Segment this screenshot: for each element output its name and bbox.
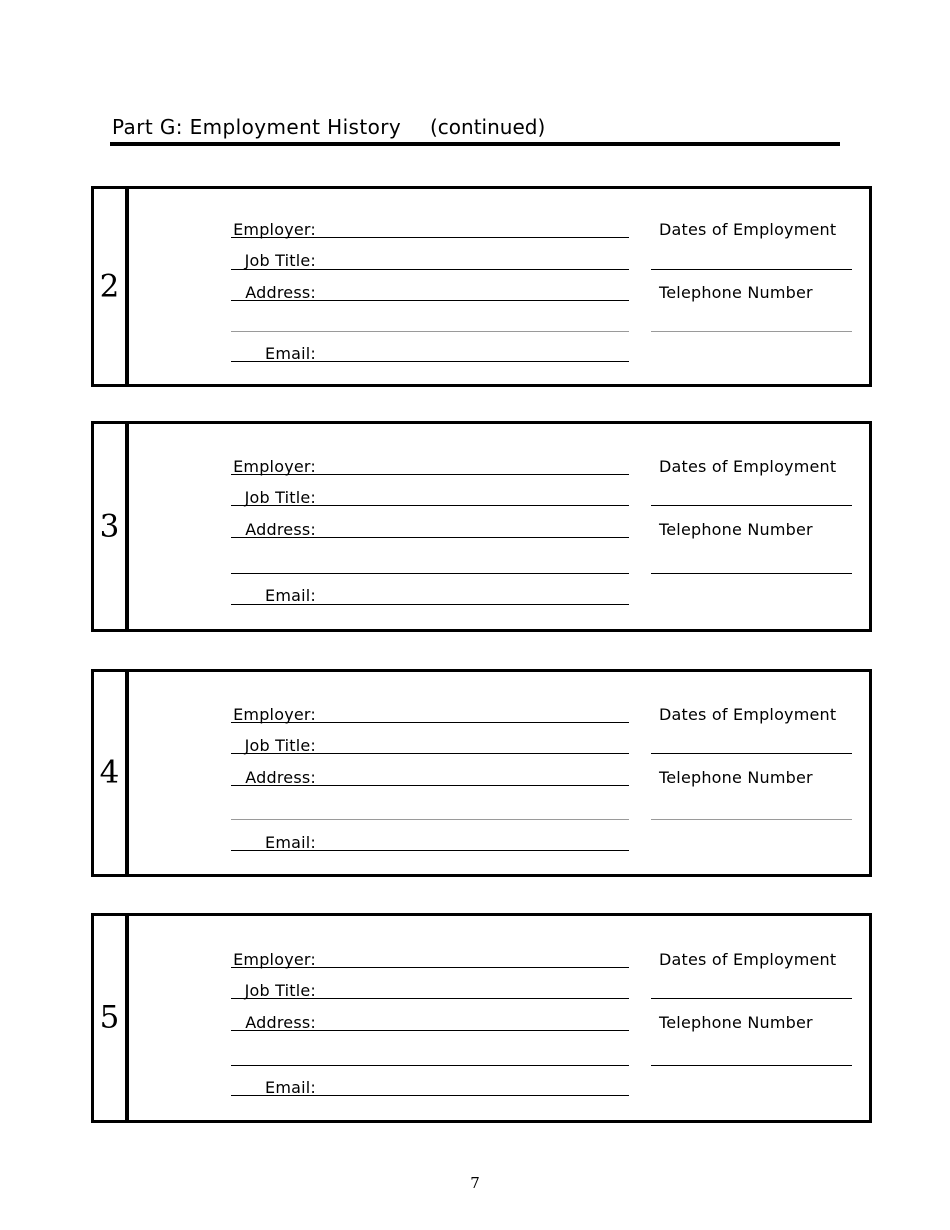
telephone-label: Telephone Number bbox=[659, 283, 813, 302]
address-label: Address: bbox=[245, 768, 316, 787]
employer-field[interactable] bbox=[231, 967, 629, 968]
employer-label: Employer: bbox=[233, 220, 316, 239]
email-field[interactable] bbox=[231, 1095, 629, 1096]
dates-label: Dates of Employment bbox=[659, 457, 837, 476]
entry-number: 4 bbox=[99, 754, 120, 791]
address-label: Address: bbox=[245, 520, 316, 539]
email-field[interactable] bbox=[231, 361, 629, 362]
page-number: 7 bbox=[470, 1174, 480, 1192]
entry-number: 2 bbox=[99, 267, 120, 304]
continued-label: (continued) bbox=[430, 115, 546, 139]
entry-number: 5 bbox=[99, 999, 120, 1036]
job-title-field[interactable] bbox=[231, 505, 629, 506]
telephone-field[interactable] bbox=[651, 331, 852, 332]
dates-label: Dates of Employment bbox=[659, 705, 837, 724]
employer-field[interactable] bbox=[231, 474, 629, 475]
dates-label: Dates of Employment bbox=[659, 220, 837, 239]
address-field[interactable] bbox=[231, 537, 629, 538]
entry-number: 3 bbox=[99, 507, 120, 544]
job-title-label: Job Title: bbox=[244, 488, 316, 507]
entry-number-column bbox=[94, 189, 129, 384]
employer-label: Employer: bbox=[233, 705, 316, 724]
email-field[interactable] bbox=[231, 850, 629, 851]
employer-field[interactable] bbox=[231, 722, 629, 723]
address-field-line-2[interactable] bbox=[231, 573, 629, 574]
section-heading bbox=[110, 112, 840, 146]
job-title-field[interactable] bbox=[231, 998, 629, 999]
dates-field[interactable] bbox=[651, 998, 852, 999]
email-label: Email: bbox=[265, 344, 316, 363]
address-label: Address: bbox=[245, 283, 316, 302]
dates-field[interactable] bbox=[651, 269, 852, 270]
dates-field[interactable] bbox=[651, 753, 852, 754]
address-field-line-2[interactable] bbox=[231, 331, 629, 332]
address-field-line-2[interactable] bbox=[231, 1065, 629, 1066]
entry-number-column bbox=[94, 672, 129, 874]
email-label: Email: bbox=[265, 586, 316, 605]
employer-label: Employer: bbox=[233, 457, 316, 476]
email-label: Email: bbox=[265, 1078, 316, 1097]
employment-entry bbox=[91, 421, 872, 632]
dates-field[interactable] bbox=[651, 505, 852, 506]
employer-field[interactable] bbox=[231, 237, 629, 238]
job-title-label: Job Title: bbox=[244, 981, 316, 1000]
email-label: Email: bbox=[265, 833, 316, 852]
entry-number-column bbox=[94, 424, 129, 629]
address-field[interactable] bbox=[231, 1030, 629, 1031]
email-field[interactable] bbox=[231, 604, 629, 605]
telephone-field[interactable] bbox=[651, 573, 852, 574]
telephone-field[interactable] bbox=[651, 819, 852, 820]
address-label: Address: bbox=[245, 1013, 316, 1032]
telephone-label: Telephone Number bbox=[659, 520, 813, 539]
address-field[interactable] bbox=[231, 785, 629, 786]
job-title-label: Job Title: bbox=[244, 251, 316, 270]
job-title-field[interactable] bbox=[231, 269, 629, 270]
employment-entry bbox=[91, 186, 872, 387]
dates-label: Dates of Employment bbox=[659, 950, 837, 969]
address-field[interactable] bbox=[231, 300, 629, 301]
employer-label: Employer: bbox=[233, 950, 316, 969]
telephone-label: Telephone Number bbox=[659, 768, 813, 787]
section-title: Part G: Employment History bbox=[112, 115, 402, 139]
telephone-field[interactable] bbox=[651, 1065, 852, 1066]
employment-entry bbox=[91, 669, 872, 877]
job-title-field[interactable] bbox=[231, 753, 629, 754]
job-title-label: Job Title: bbox=[244, 736, 316, 755]
address-field-line-2[interactable] bbox=[231, 819, 629, 820]
telephone-label: Telephone Number bbox=[659, 1013, 813, 1032]
employment-entry bbox=[91, 913, 872, 1123]
entry-number-column bbox=[94, 916, 129, 1120]
